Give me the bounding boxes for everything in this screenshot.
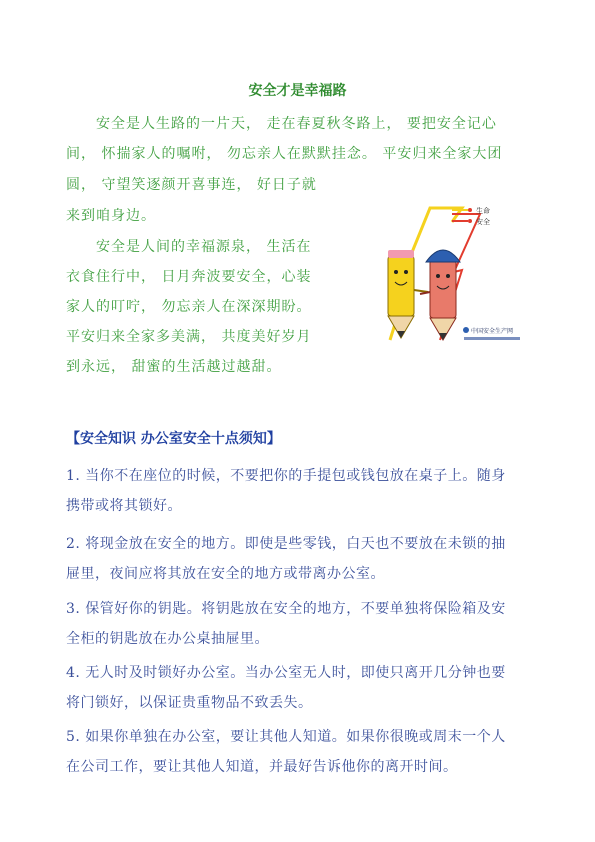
legend-dot [468, 219, 472, 223]
logo-text: 中国安全生产网 [471, 328, 514, 335]
legend-label-life: 生命 [476, 207, 490, 215]
tip-line: 全柜的钥匙放在办公桌抽屉里。 [66, 631, 269, 647]
logo-icon [463, 327, 469, 333]
poem-title: 安全才是幸福路 [248, 83, 347, 99]
tip-line: 4. 无人时及时锁好办公室。当办公室无人时，即使只离开几分钟也要 [66, 665, 506, 681]
tip-line: 将门锁好，以保证贵重物品不致丢失。 [66, 695, 313, 711]
tip-line: 在公司工作，要让其他人知道，并最好告诉他你的离开时间。 [66, 759, 458, 775]
section-heading: 【安全知识 办公室安全十点须知】 [66, 431, 281, 447]
legend-dot [468, 208, 472, 212]
tip-line: 屉里，夜间应将其放在安全的地方或带离办公室。 [66, 566, 385, 582]
poem-line: 来到咱身边。 [66, 208, 156, 224]
tip-line: 1. 当你不在座位的时候，不要把你的手提包或钱包放在桌子上。随身 [66, 468, 506, 484]
poem-line: 安全是人生路的一片天， 走在春夏秋冬路上， 要把安全记心 [96, 116, 497, 132]
poem-line: 衣食住行中， 日月奔波要安全，心装 [66, 269, 312, 285]
logo-underline [464, 337, 520, 340]
tip-line: 携带或将其锁好。 [66, 498, 182, 514]
poem-line: 圆， 守望笑逐颜开喜事连， 好日子就 [66, 177, 317, 193]
poem-line: 平安归来全家多美满， 共度美好岁月 [66, 329, 312, 345]
safety-cartoon-illustration [382, 200, 530, 350]
red-pencil-character [420, 250, 460, 340]
tip-line: 3. 保管好你的钥匙。将钥匙放在安全的地方，不要单独将保险箱及安 [66, 601, 506, 617]
poem-line: 到永远， 甜蜜的生活越过越甜。 [66, 359, 282, 375]
poem-line: 家人的叮咛， 勿忘亲人在深深期盼。 [66, 299, 312, 315]
poem-line: 安全是人间的幸福源泉， 生活在 [96, 239, 312, 255]
legend-label-safety: 安全 [476, 218, 490, 226]
poem-line: 间， 怀揣家人的嘱咐， 勿忘亲人在默默挂念。 平安归来全家大团 [66, 146, 503, 162]
tip-line: 2. 将现金放在安全的地方。即使是些零钱，白天也不要放在未锁的抽 [66, 536, 506, 552]
tip-line: 5. 如果你单独在办公室，要让其他人知道。如果你很晚或周末一个人 [66, 729, 506, 745]
